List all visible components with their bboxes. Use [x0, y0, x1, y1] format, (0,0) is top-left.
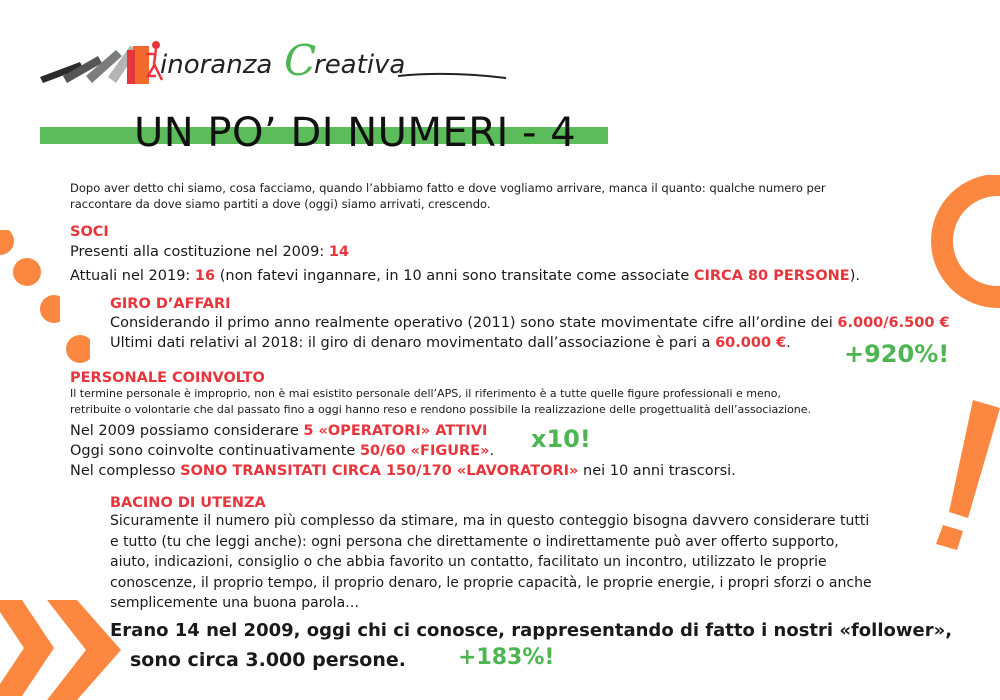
giro-line-1	[110, 313, 950, 333]
logo	[38, 32, 508, 87]
personale-desc-line: retribuite o volontarie che dal passato fino a oggi hanno reso e rendono possibile la realizzazione delle progettualità dell’associazione.	[70, 403, 812, 416]
logo-initial-c: C	[284, 36, 317, 85]
decorative-dots-icon-extra	[60, 335, 90, 365]
giro-2011-value: 6.000/6.500 €	[837, 315, 950, 331]
growth-stat-giro: +920%!	[844, 340, 950, 368]
personale-desc-line: Il termine personale è improprio, non è mai esistito personale dell’APS, il riferimento è a tutte quelle figure professionali e meno,	[70, 387, 781, 400]
personale-2009-value: 5 «OPERATORI» ATTIVI	[303, 423, 488, 439]
personale-line-3	[70, 461, 811, 481]
section-heading-personale: PERSONALE COINVOLTO	[70, 370, 265, 386]
bacino-line: e tutto (tu che leggi anche): ogni persona che direttamente o indirettamente può aver offerto supporto,	[110, 533, 839, 550]
page-title: UN PO’ DI NUMERI - 4	[134, 110, 577, 156]
chevrons-icon	[0, 598, 125, 700]
section-bacino	[110, 495, 872, 614]
text: .	[786, 335, 791, 351]
text: Considerando il primo anno realmente operativo (2011) sono state movimentate cifre all’ordine dei	[110, 315, 838, 331]
personale-line-2	[70, 441, 811, 461]
bacino-final-line-2: sono circa 3.000 persone.	[130, 649, 406, 671]
growth-stat-bacino: +183%!	[458, 645, 555, 670]
section-soci	[70, 224, 860, 286]
giro-2018-value: 60.000 €	[715, 335, 787, 351]
soci-line-1	[70, 242, 860, 262]
logo-domino-icon	[38, 32, 168, 87]
bacino-line: Sicuramente il numero più complesso da stimare, ma in questo conteggio bisogna davvero considerare tutti	[110, 513, 870, 529]
text: Ultimi dati relativi al 2018: il giro di denaro movimentato dall’associazione è pari a	[110, 335, 716, 351]
section-giro-affari	[110, 296, 950, 353]
section-heading-bacino: BACINO DI UTENZA	[110, 495, 266, 511]
text: nei 10 anni trascorsi.	[578, 463, 736, 479]
text: ).	[849, 268, 860, 284]
section-heading-soci: SOCI	[70, 224, 109, 240]
personale-today-value: 50/60 «FIGURE»	[359, 443, 490, 459]
bacino-line: conoscenze, il proprio tempo, il proprio denaro, le proprie capacità, le proprie energie, i propri sforzi o anche	[110, 574, 872, 591]
text: Oggi sono coinvolte continuativamente	[70, 443, 360, 459]
giro-line-2	[110, 333, 950, 353]
text: Nel complesso	[70, 463, 181, 479]
logo-text-minoranza: inoranza	[160, 50, 273, 80]
intro-line: raccontare da dove siamo partiti a dove (oggi) siamo arrivati, crescendo.	[70, 197, 491, 211]
text: .	[489, 443, 495, 459]
intro-paragraph	[70, 180, 950, 212]
soci-transited-value: CIRCA 80 PERSONE	[693, 268, 850, 284]
personale-line-1	[70, 421, 811, 441]
logo-text-creativa: reativa	[314, 50, 406, 80]
exclamation-mark-icon	[930, 400, 1000, 550]
section-heading-giro-affari: GIRO D’AFFARI	[110, 296, 231, 312]
growth-stat-personale: x10!	[531, 425, 591, 453]
text: Nel 2009 possiamo considerare	[70, 423, 304, 439]
logo-underline-swash	[398, 70, 508, 82]
bacino-line: aiuto, indicazioni, consiglio o che abbia favorito un contatto, facilitato un incontro, utilizzato le proprie	[110, 554, 827, 570]
text: Attuali nel 2019:	[70, 268, 195, 284]
text: (non fatevi ingannare, in 10 anni sono transitate come associate	[215, 268, 694, 284]
soci-founders-value: 14	[328, 244, 350, 260]
text: Presenti alla costituzione nel 2009:	[70, 244, 329, 260]
section-personale	[70, 370, 811, 481]
personale-total-value: SONO TRANSITATI CIRCA 150/170 «LAVORATORI»	[180, 463, 579, 479]
intro-line: Dopo aver detto chi siamo, cosa facciamo, quando l’abbiamo fatto e dove vogliamo arrivare, manca il quanto: qualche numero per	[70, 181, 826, 195]
soci-line-2	[70, 266, 860, 286]
bacino-final-line-1: Erano 14 nel 2009, oggi chi ci conosce, rappresentando di fatto i nostri «follower»,	[110, 620, 953, 641]
decorative-dots-icon	[0, 230, 60, 370]
soci-current-value: 16	[194, 268, 216, 284]
bacino-line: semplicemente una buona parola…	[110, 595, 360, 611]
